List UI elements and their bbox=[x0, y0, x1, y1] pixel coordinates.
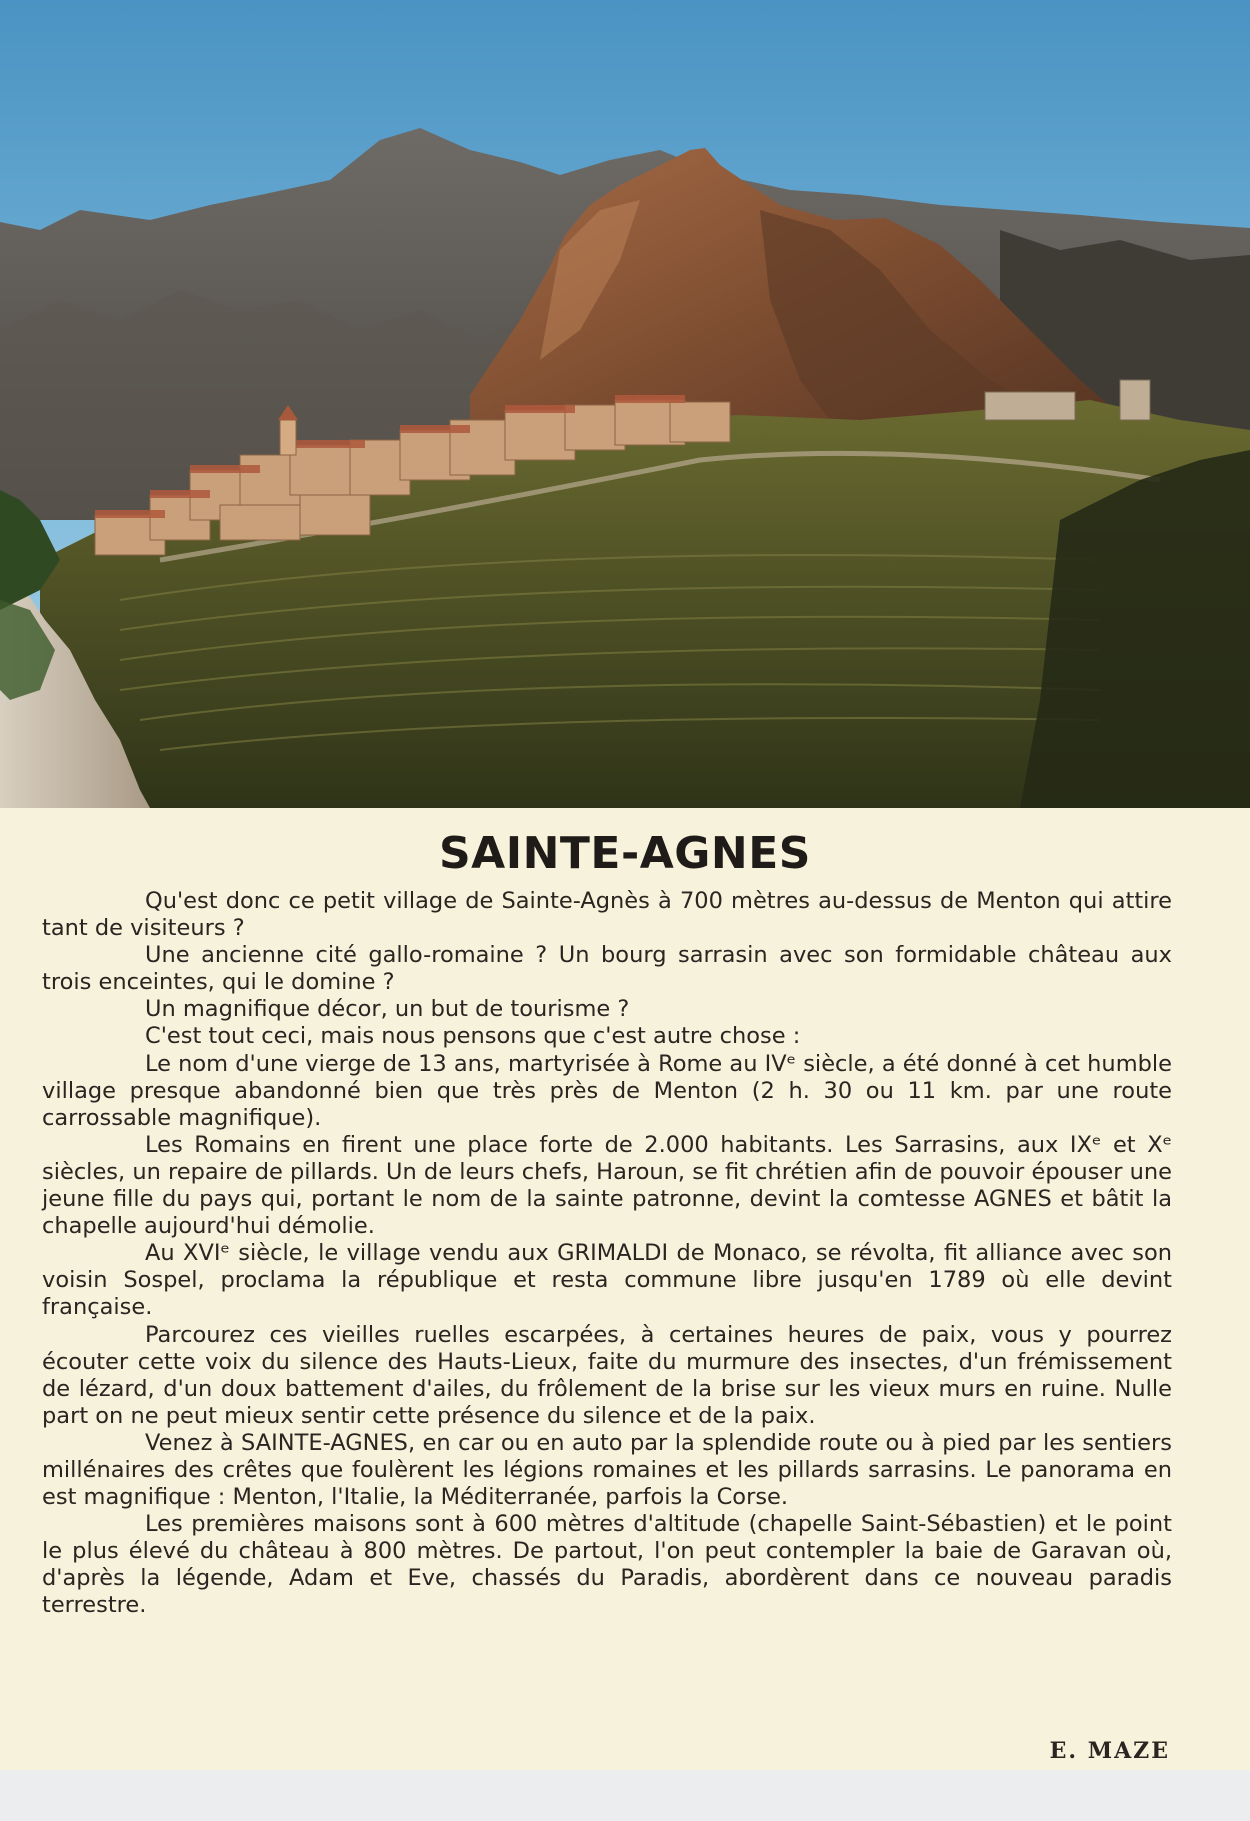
paragraph: Qu'est donc ce petit village de Sainte-Agnès à 700 mètres au-dessus de Menton qui attire tant de visiteurs ? bbox=[42, 888, 1172, 942]
author-signature: E. MAZE bbox=[1049, 1738, 1170, 1764]
paragraph: Au XVIᵉ siècle, le village vendu aux GRIMALDI de Monaco, se révolta, fit alliance avec son voisin Sospel, proclama la république et resta commune libre jusqu'en 1789 où elle devint française. bbox=[42, 1240, 1172, 1321]
landscape-illustration bbox=[0, 0, 1250, 808]
village-photo bbox=[0, 0, 1250, 808]
paragraph: Le nom d'une vierge de 13 ans, martyrisée à Rome au IVᵉ siècle, a été donné à cet humble village presque abandonné bien que très près de Menton (2 h. 30 ou 11 km. par une route carrossable magnifique). bbox=[42, 1050, 1172, 1131]
page-title: SAINTE-AGNES bbox=[438, 828, 811, 879]
description-card bbox=[0, 808, 1250, 1770]
paragraph: Un magnifique décor, un but de tourisme ? bbox=[145, 996, 630, 1023]
bottom-margin bbox=[0, 1770, 1250, 1821]
paragraph: Une ancienne cité gallo-romaine ? Un bourg sarrasin avec son formidable château aux trois enceintes, qui le domine ? bbox=[42, 942, 1172, 996]
description-text bbox=[42, 888, 1172, 1620]
paragraph: Venez à SAINTE-AGNES, en car ou en auto par la splendide route ou à pied par les sentiers millénaires des crêtes que foulèrent les légions romaines et les pillards sarrasins. Le panorama en est magnifique : Menton, l'Italie, la Méditerranée, parfois la Corse. bbox=[42, 1429, 1172, 1511]
paragraph: Les premières maisons sont à 600 mètres d'altitude (chapelle Saint-Sébastien) et le point le plus élevé du château à 800 mètres. De partout, l'on peut contempler la baie de Garavan où, d'après la légende, Adam et Eve, chassés du Paradis, abordèrent dans ce nouveau paradis terrestre. bbox=[42, 1511, 1172, 1619]
paragraph: C'est tout ceci, mais nous pensons que c'est autre chose : bbox=[145, 1023, 801, 1050]
church-tower bbox=[280, 420, 296, 455]
paragraph: Parcourez ces vieilles ruelles escarpées, à certaines heures de paix, vous y pourrez écouter cette voix du silence des Hauts-Lieux, faite du murmure des insectes, d'un frémissement de lézard, d'un doux battement d'ailes, du frôlement de la brise sur les vieux murs en ruine. Nulle part on ne peut mieux sentir cette présence du silence et de la paix. bbox=[42, 1321, 1172, 1429]
paragraph: Les Romains en firent une place forte de 2.000 habitants. Les Sarrasins, aux IXᵉ et Xᵉ siècles, un repaire de pillards. Un de leurs chefs, Haroun, se fit chrétien afin de pouvoir épouser une jeune fille du pays qui, portant le nom de la sainte patronne, devint la comtesse AGNES et bâtit la chapelle aujourd'hui démolie. bbox=[42, 1131, 1172, 1240]
